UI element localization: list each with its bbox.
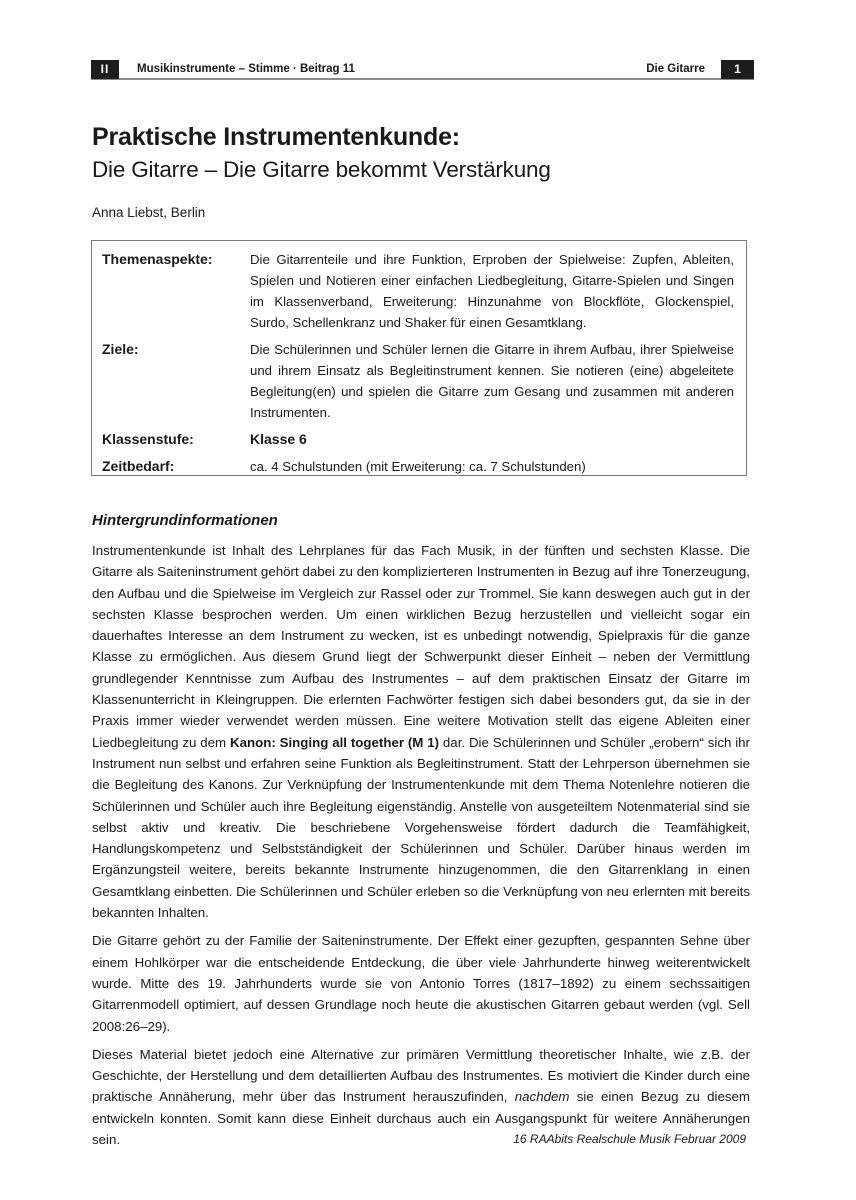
text-run: Instrumentenkunde ist Inhalt des Lehrplanes für das Fach Musik, in der fünften und sechsten Klasse. Die Gitarre als Saiteninstrument gehört dabei zu den komplizierteren Instrumenten in Bezug auf ihre Tonerzeugung, den Aufbau und die Spielweise im Vergleich zur Rassel oder zur Trommel. Sie kann deswegen auch gut in der sechsten Klasse besprochen werden. Um einen wirklichen Bezug herzustellen und vielleicht sogar ein dauerhaftes Interesse an dem Instrument zu wecken, ist es unbedingt notwendig, Spielpraxis für die ganze Klasse zu ermöglichen. Aus diesem Grund liegt der Schwerpunkt dieser Einheit – neben der Vermittlung grundlegender Kenntnisse zum Aufbau des Instrumentes – auf dem praktischen Einsatz der Gitarre im Klassenunterricht in Kleingruppen. Die erlernten Fachwörter festigen sich dabei besonders gut, da sie in der Praxis immer wieder verwendet werden müssen. Eine weitere Motivation stellt das eigene Ableiten einer Liedbegleitung zu dem — [92, 543, 750, 750]
overview-row-goals — [102, 339, 734, 423]
page-footer: 16 RAAbits Realschule Musik Februar 2009 — [513, 1132, 746, 1146]
overview-label: Zeitbedarf: — [102, 458, 175, 474]
paragraph: Die Gitarre gehört zu der Familie der Saiteninstrumente. Der Effekt einer gezupften, gespannten Sehne über einem Hohlkörper war die entscheidende Entdeckung, die über viele Jahrhunderte hinweg weiterentwickelt wurde. Mitte des 19. Jahrhunderts wurde sie von Antonio Torres (1817–1892) zu einem sechssaitigen Gitarrenmodell optimiert, auf dessen Grundlage noch heute die akustischen Gitarren gebaut werden (vgl. Sell 2008:26–29). — [92, 933, 750, 1034]
overview-value: Klasse 6 — [250, 431, 307, 447]
overview-value: ca. 4 Schulstunden (mit Erweiterung: ca. 7 Schulstunden) — [250, 459, 586, 474]
overview-label: Themenaspekte: — [102, 251, 213, 267]
author-line: Anna Liebst, Berlin — [92, 205, 206, 220]
emphasis: nachdem — [514, 1089, 570, 1105]
series-title: Musikinstrumente – Stimme · Beitrag 11 — [137, 63, 355, 75]
section-heading: Hintergrundinformationen — [92, 512, 278, 529]
running-header — [91, 60, 754, 80]
overview-row-time — [102, 456, 734, 477]
page-number-badge: 1 — [721, 60, 754, 79]
body-text — [92, 540, 750, 1157]
topic-title: Die Gitarre — [646, 63, 705, 75]
text-run: Dieses Material bietet jedoch eine Alternative zur primären Vermittlung theoretischer Inhalte, wie z.B. der Geschichte, der Herstellung und dem detaillierten Aufbau des Instrumentes. Es motiviert die Kinder durch eine praktische Annäherung, mehr über das Instrument herauszufinden, — [92, 1046, 750, 1105]
overview-label: Klassenstufe: — [102, 431, 194, 447]
overview-value: Die Schülerinnen und Schüler lernen die Gitarre in ihrem Aufbau, ihrer Spielweise und ihrem Einsatz als Begleitinstrument kennen. Sie notieren (eine) abgeleitete Begleitung(en) und spielen die Gitarre zum Gesang und zusammen mit anderen Instrumenten. — [250, 342, 734, 420]
overview-label: Ziele: — [102, 341, 139, 357]
text-run: dar. Die Schülerinnen und Schüler „erobern“ sich ihr Instrument nun selbst und erfahren seine Funktion als Begleitinstrument. Statt der Lehrperson übernehmen sie die Begleitung des Kanons. Zur Verknüpfung der Instrumentenkunde mit dem Thema Notenlehre notieren die Schülerinnen und Schüler auch ihre Begleitung eigenständig. Anstelle von ausgeteiltem Notenmaterial sind sie selbst aktiv und kreativ. Die beschriebene Vorgehensweise fördert dadurch die Teamfähigkeit, Handlungskompetenz und Selbstständigkeit der Schülerinnen und Schüler. Darüber hinaus werden im Ergänzungsteil weitere, bereits bekannte Instrumente hinzugenommen, die den Gitarrenklang in einen Gesamtklang einbetten. Die Schülerinnen und Schüler erleben so die Verknüpfung von neu erlernten mit bereits bekannten Inhalten. — [92, 734, 750, 921]
page-subtitle: Die Gitarre – Die Gitarre bekommt Verstärkung — [92, 157, 551, 182]
overview-row-grade — [102, 429, 734, 450]
part-badge: II — [91, 60, 119, 79]
paragraph — [92, 540, 750, 923]
material-reference: Kanon: Singing all together (M 1) — [229, 734, 440, 750]
page-title: Praktische Instrumentenkunde: — [92, 123, 460, 151]
text-run: sie einen Bezug zu diesem entwickeln konnten. Somit kann diese Einheit durchaus auch ein Ausgangspunkt für weitere Annäherungen sein. — [92, 1089, 750, 1148]
overview-value: Die Gitarrenteile und ihre Funktion, Erproben der Spielweise: Zupfen, Ableiten, Spielen und Notieren einer einfachen Liedbegleitung, Gitarre-Spielen und Singen im Klassenverband, Erweiterung: Hinzunahme von Blockflöte, Glockenspiel, Surdo, Schellenkranz und Shaker für einen Gesamtklang. — [250, 252, 734, 330]
overview-box — [91, 240, 747, 476]
overview-row-themes — [102, 249, 734, 333]
